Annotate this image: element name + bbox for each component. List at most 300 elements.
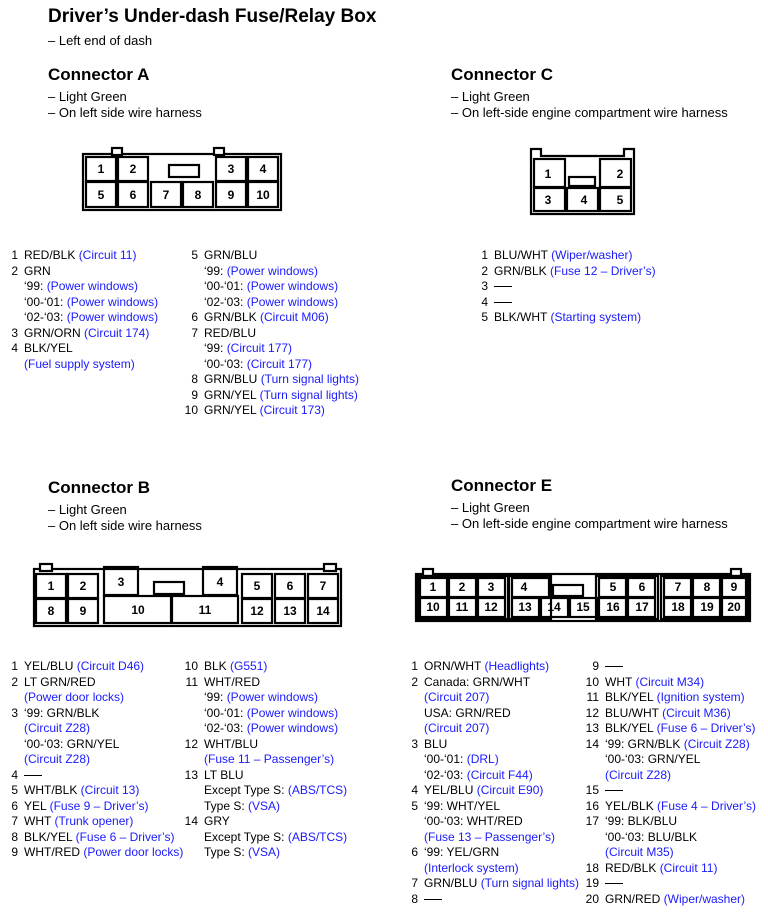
pin-entry (581, 814, 768, 861)
pin-number: 9 (191, 387, 198, 402)
pin-description-line (24, 659, 180, 675)
connector-a-pin-label: 1 (97, 162, 105, 176)
connector-b-pin-label: 13 (283, 604, 297, 618)
wire-color-text: GRN/ORN (24, 325, 84, 340)
circuit-reference-link[interactable]: (Turn signal lights) (260, 372, 359, 386)
connector-e-pin-label: 12 (484, 600, 498, 614)
connector-b-pin-label: 2 (79, 579, 87, 593)
connector-a-title: Connector A (48, 65, 150, 84)
pin-description (180, 372, 380, 388)
circuit-reference-link[interactable]: (VSA) (248, 798, 281, 813)
circuit-reference-link[interactable]: (Fuse 6 – Driver’s) (656, 721, 756, 735)
circuit-reference-link[interactable]: (Headlights) (484, 659, 550, 673)
connector-b-location-note: – On left side wire harness (48, 518, 202, 533)
connector-c-pin-label: 1 (544, 167, 552, 181)
pin-description-line (24, 830, 180, 846)
pin-number: 10 (184, 403, 198, 417)
circuit-reference-link[interactable]: (Wiper/washer) (551, 248, 633, 262)
wire-color-text: ‘00-‘01: (424, 752, 467, 766)
circuit-reference-link[interactable]: (ABS/TCS) (287, 783, 348, 797)
pin-number: 1 (411, 659, 418, 673)
connector-c-pin-list (470, 248, 750, 326)
pin-description (0, 659, 180, 675)
pin-number: 5 (411, 798, 418, 813)
connector-b-diagram (30, 560, 346, 630)
circuit-reference-link[interactable]: (Fuse 12 – Driver’s) (550, 263, 656, 278)
connector-e-pin-label: 19 (700, 600, 714, 614)
pin-number: 15 (585, 783, 599, 797)
pin-description (400, 783, 580, 799)
pin-entry (0, 248, 180, 264)
pin-entry (0, 659, 180, 675)
pin-number: 9 (592, 659, 599, 673)
wire-color-text: LT BLU (204, 767, 244, 782)
connector-a-pin-label: 8 (194, 188, 202, 202)
wire-color-text: WHT/RED (24, 845, 84, 859)
connector-a-pin-list-left (0, 248, 180, 372)
pin-number: 2 (11, 674, 18, 689)
pin-description-line (204, 830, 380, 846)
circuit-reference-link[interactable]: (Power windows) (46, 279, 139, 293)
pin-entry (581, 690, 768, 706)
pin-description-line (494, 310, 750, 326)
circuit-reference-link[interactable]: (Fuse 4 – Driver’s) (657, 798, 756, 813)
pin-description-line (605, 721, 768, 737)
pin-entry (180, 388, 380, 404)
pin-number: 12 (585, 705, 599, 720)
pin-description (180, 310, 380, 326)
pin-description-line (424, 721, 580, 737)
connector-e-pin-label: 3 (487, 580, 495, 594)
pin-number: 19 (585, 876, 599, 890)
pin-description-line (424, 675, 580, 691)
connector-e-pin-label: 7 (674, 580, 682, 594)
pin-description-line (424, 799, 580, 815)
wire-color-text: BLK (204, 659, 231, 673)
wire-color-text: WHT/BLK (24, 783, 81, 797)
circuit-reference-link[interactable]: (Turn signal lights) (259, 387, 358, 402)
connector-e-pin-label: 16 (606, 600, 620, 614)
pin-description-line (605, 690, 768, 706)
connector-e-diagram (413, 566, 755, 624)
wire-color-text: RED/BLK (605, 860, 660, 875)
pin-entry (0, 783, 180, 799)
unused-pin-dash (605, 790, 623, 791)
pin-description-line (204, 799, 380, 815)
pin-description-line (24, 845, 184, 861)
pin-description-line (605, 892, 768, 908)
wire-color-text: ‘00-‘03: GRN/YEL (605, 752, 701, 766)
pin-description-line (494, 264, 750, 280)
circuit-reference-link[interactable]: (Fuse 13 – Passenger’s) (424, 829, 555, 844)
connector-a-pin-label: 10 (256, 188, 270, 202)
pin-description-line (24, 310, 180, 326)
unused-pin-dash (24, 775, 42, 776)
pin-description-line (24, 783, 180, 799)
pin-entry (581, 737, 768, 784)
circuit-reference-link[interactable]: (Fuse 9 – Driver’s) (49, 798, 149, 813)
pin-entry (0, 706, 180, 768)
wire-color-text: YEL/BLK (605, 798, 658, 813)
pin-description-line (424, 659, 580, 675)
wire-color-text: Type S: (204, 798, 249, 813)
pin-entry (180, 326, 380, 373)
connector-c-color-note: – Light Green (451, 89, 530, 104)
wire-color-text: GRN/YEL (204, 403, 260, 417)
pin-description-line (204, 814, 380, 830)
pin-entry (0, 675, 180, 706)
pin-entry (400, 659, 580, 675)
pin-number: 14 (184, 814, 198, 828)
connector-c-key (569, 177, 595, 186)
pin-entry (400, 783, 580, 799)
wire-color-text: BLK/WHT (494, 310, 551, 324)
connector-b-color-note: – Light Green (48, 502, 127, 517)
connector-c-pin-label: 5 (616, 193, 624, 207)
connector-c-location-note: – On left-side engine compartment wire harness (451, 105, 728, 120)
wire-color-text: GRN (24, 263, 51, 278)
pin-number: 2 (411, 674, 418, 689)
circuit-reference-link[interactable]: (ABS/TCS) (287, 829, 348, 844)
connector-a-diagram (76, 144, 290, 216)
pin-entry (0, 845, 184, 861)
circuit-reference-link[interactable]: (Circuit 11) (78, 248, 137, 262)
pin-entry (400, 737, 580, 784)
wire-color-text: Type S: (204, 845, 249, 859)
pin-number: 7 (11, 814, 18, 828)
connector-e-pin-label: 8 (703, 580, 711, 594)
pin-description-line (424, 737, 580, 753)
pin-description (581, 799, 768, 815)
pin-description-line (605, 861, 768, 877)
pin-entry (581, 783, 768, 799)
unused-pin-dash (424, 899, 442, 900)
pin-number: 1 (11, 659, 18, 673)
pin-description (581, 814, 768, 861)
circuit-reference-link[interactable]: (Power windows) (246, 294, 339, 309)
circuit-reference-link[interactable]: (Circuit 173) (259, 403, 325, 417)
connector-c-pin-label: 2 (616, 167, 624, 181)
connector-a-latch-right (214, 148, 224, 155)
circuit-reference-link[interactable]: (Circuit D46) (76, 659, 145, 673)
pin-description (0, 799, 180, 815)
circuit-reference-link[interactable]: (Interlock system) (424, 860, 519, 875)
wire-color-text: BLK/YEL (24, 341, 73, 355)
pin-entry (470, 279, 750, 295)
pin-description (470, 295, 750, 311)
wire-color-text: BLK/YEL (605, 721, 657, 735)
pin-description-line (24, 799, 180, 815)
circuit-reference-link[interactable]: (Circuit 11) (659, 860, 718, 875)
connector-e-pin-label: 18 (671, 600, 685, 614)
connector-b-pin-label: 6 (286, 579, 294, 593)
pin-entry (581, 721, 768, 737)
circuit-reference-link[interactable]: (Ignition system) (656, 690, 745, 704)
pin-description-line (24, 264, 180, 280)
circuit-reference-link[interactable]: (VSA) (248, 845, 281, 859)
wire-color-text: WHT (24, 814, 55, 828)
pin-description (470, 264, 750, 280)
connector-b-title: Connector B (48, 478, 150, 497)
pin-description-line (204, 690, 380, 706)
page-title: Driver’s Under-dash Fuse/Relay Box (48, 6, 377, 27)
pin-entry (180, 768, 380, 815)
pin-description-line (204, 279, 380, 295)
circuit-reference-link[interactable]: (Circuit Z28) (683, 736, 750, 751)
circuit-reference-link[interactable]: (Trunk opener) (54, 814, 134, 828)
connector-c-pin-cell-5 (600, 188, 631, 211)
pin-description (400, 876, 580, 892)
connector-b-latch (324, 564, 336, 571)
wire-color-text: ‘00-‘03: WHT/RED (424, 814, 523, 828)
wire-color-text: Except Type S: (204, 783, 288, 797)
pin-entry (400, 799, 580, 846)
wire-color-text: BLU (424, 736, 448, 751)
pin-number: 5 (191, 248, 198, 262)
pin-description-line (24, 721, 180, 737)
connector-e-pin-label: 10 (426, 600, 440, 614)
wire-color-text: BLK/YEL (605, 690, 657, 704)
pin-number: 6 (191, 310, 198, 324)
pin-description (180, 814, 380, 861)
pin-number: 4 (411, 783, 418, 797)
pin-entry (581, 659, 768, 675)
pin-number: 14 (585, 736, 599, 751)
connector-a-location-note: – On left side wire harness (48, 105, 202, 120)
wire-color-text: YEL/BLU (424, 783, 477, 797)
pin-description-line (605, 814, 768, 830)
pin-number: 8 (11, 829, 18, 844)
circuit-reference-link[interactable]: (Circuit 177) (226, 341, 293, 355)
circuit-reference-link[interactable]: (Circuit 13) (80, 783, 140, 797)
pin-description (0, 264, 180, 326)
pin-entry (470, 295, 750, 311)
pin-number: 3 (481, 279, 488, 293)
circuit-reference-link[interactable]: (Fuse 11 – Passenger’s) (204, 752, 335, 766)
pin-description-line (24, 248, 180, 264)
pin-description (400, 659, 580, 675)
circuit-reference-link[interactable]: (G551) (230, 659, 268, 673)
pin-description-line (204, 659, 380, 675)
connector-e-pin-label: 1 (429, 580, 437, 594)
circuit-reference-link[interactable]: (Circuit 177) (246, 356, 313, 371)
connector-b-key (154, 582, 184, 594)
circuit-reference-link[interactable]: (Starting system) (550, 310, 642, 324)
circuit-reference-link[interactable]: (Circuit M35) (605, 845, 674, 859)
circuit-reference-link[interactable]: (Power windows) (66, 294, 159, 309)
connector-e-color-note: – Light Green (451, 500, 530, 515)
pin-description (0, 830, 180, 846)
wire-color-text: GRY (204, 814, 230, 828)
circuit-reference-link[interactable]: (Power door locks) (83, 845, 184, 859)
pin-description-line (424, 768, 580, 784)
connector-a-key (169, 165, 199, 177)
pin-description (400, 799, 580, 846)
pin-description-line (204, 737, 380, 753)
circuit-reference-link[interactable]: (Wiper/washer) (663, 891, 746, 906)
pin-entry (400, 845, 580, 876)
circuit-reference-link[interactable]: (Circuit M36) (662, 705, 731, 720)
unused-pin-dash (605, 666, 623, 667)
pin-description-line (494, 248, 750, 264)
circuit-reference-link[interactable]: (Circuit M06) (260, 310, 329, 324)
wire-color-text: LT GRN/RED (24, 674, 96, 689)
pin-entry (0, 799, 180, 815)
pin-description (180, 659, 380, 675)
pin-description-line (204, 248, 380, 264)
connector-a-pin-label: 3 (227, 162, 235, 176)
wire-color-text: ORN/WHT (424, 659, 485, 673)
wire-color-text: RED/BLK (24, 248, 79, 262)
pin-description (581, 892, 768, 908)
pin-number: 7 (411, 876, 418, 890)
connector-b-pin-label: 7 (319, 579, 327, 593)
connector-b-pin-label: 4 (216, 575, 224, 589)
pin-entry (180, 310, 380, 326)
circuit-reference-link[interactable]: (Fuel supply system) (24, 356, 135, 371)
wire-color-text: WHT/RED (204, 674, 260, 689)
pin-description (180, 388, 380, 404)
pin-entry (180, 814, 380, 861)
connector-e-pin-cell-4 (512, 578, 549, 597)
wire-color-text: ‘99: BLK/BLU (605, 814, 678, 828)
circuit-reference-link[interactable]: (Fuse 6 – Driver’s) (75, 829, 175, 844)
pin-description-line (204, 341, 380, 357)
pin-number: 5 (481, 310, 488, 324)
pin-number: 18 (585, 860, 599, 875)
wire-color-text: WHT/BLU (204, 736, 258, 751)
pin-entry (180, 372, 380, 388)
unused-pin-dash (605, 883, 623, 884)
connector-b-pin-label: 9 (79, 604, 87, 618)
pin-entry (400, 876, 580, 892)
pin-number: 11 (185, 674, 198, 689)
unused-pin-dash (494, 302, 512, 303)
circuit-reference-link[interactable]: (Power windows) (226, 690, 319, 704)
wire-color-text: Except Type S: (204, 829, 288, 844)
circuit-reference-link[interactable]: (Circuit M34) (635, 674, 705, 689)
circuit-reference-link[interactable]: (Circuit 174) (84, 325, 150, 340)
pin-number: 17 (585, 814, 599, 828)
circuit-reference-link[interactable]: (DRL) (466, 752, 499, 766)
pin-description (0, 675, 180, 706)
wire-color-text: GRN/BLU (204, 372, 261, 386)
connector-b-pin-label: 10 (131, 603, 145, 617)
circuit-reference-link[interactable]: (Circuit E90) (476, 783, 544, 797)
pin-description (180, 768, 380, 815)
circuit-reference-link[interactable]: (Circuit 207) (424, 721, 490, 735)
connector-b-pin-label: 14 (316, 604, 330, 618)
circuit-reference-link[interactable]: (Power windows) (66, 310, 159, 324)
connector-a-pin-label: 6 (129, 188, 137, 202)
wire-color-text: ‘02-‘03: (424, 767, 467, 782)
pin-number: 11 (586, 690, 599, 704)
pin-description (0, 768, 180, 784)
circuit-reference-link[interactable]: (Power windows) (246, 721, 339, 735)
page-subtitle: – Left end of dash (48, 33, 153, 48)
pin-description (0, 248, 180, 264)
wire-color-text: ‘99: (24, 279, 47, 293)
pin-number: 4 (481, 294, 488, 309)
pin-description-line (605, 799, 768, 815)
pin-description-line (24, 675, 180, 691)
circuit-reference-link[interactable]: (Circuit F44) (466, 767, 533, 782)
pin-description-line (204, 326, 380, 342)
wire-color-text: GRN/RED (605, 891, 664, 906)
circuit-reference-link[interactable]: (Power windows) (226, 263, 319, 278)
circuit-reference-link[interactable]: (Power windows) (246, 279, 339, 293)
pin-description-line (204, 752, 380, 768)
pin-entry (400, 675, 580, 737)
pin-description-line (204, 845, 380, 861)
wire-color-text: ‘99: YEL/GRN (424, 845, 500, 859)
connector-e-pin-label: 17 (635, 600, 649, 614)
pin-description-line (204, 403, 380, 419)
pin-number: 8 (411, 891, 418, 906)
pin-entry (581, 675, 768, 691)
connector-e-pin-label: 9 (730, 580, 738, 594)
wire-color-text: ‘02-‘03: (204, 294, 247, 309)
pin-number: 13 (585, 721, 599, 735)
connector-e-pin-label: 5 (609, 580, 617, 594)
pin-description-line (24, 752, 180, 768)
wire-color-text: ‘99: (204, 341, 227, 355)
circuit-reference-link[interactable]: (Power windows) (246, 705, 339, 720)
connector-c-title: Connector C (451, 65, 553, 84)
pin-description (180, 326, 380, 373)
wire-color-text: GRN/BLK (494, 263, 551, 278)
circuit-reference-link[interactable]: (Power door locks) (24, 690, 125, 704)
pin-description (470, 310, 750, 326)
connector-e-pin-label: 15 (576, 600, 590, 614)
circuit-reference-link[interactable]: (Circuit 207) (424, 690, 490, 704)
pin-description (581, 861, 768, 877)
pin-number: 1 (481, 248, 488, 262)
pin-description (581, 675, 768, 691)
pin-description-line (24, 706, 180, 722)
wire-color-text: BLU/WHT (494, 248, 552, 262)
wire-color-text: GRN/BLU (204, 248, 258, 262)
pin-description-line (24, 814, 180, 830)
pin-number: 12 (184, 736, 198, 751)
connector-a-color-note: – Light Green (48, 89, 127, 104)
connector-a-pin-label: 7 (162, 188, 170, 202)
pin-entry (581, 861, 768, 877)
unused-pin-dash (494, 286, 512, 287)
pin-description-line (605, 768, 768, 784)
pin-description-line (605, 675, 768, 691)
pin-description-line (204, 675, 380, 691)
pin-number: 8 (191, 372, 198, 386)
pin-description (581, 706, 768, 722)
circuit-reference-link[interactable]: (Turn signal lights) (480, 876, 579, 890)
pin-description-line (204, 783, 380, 799)
wire-color-text: ‘99: GRN/BLK (24, 705, 100, 720)
circuit-reference-link[interactable]: (Circuit Z28) (24, 721, 91, 735)
pin-description (0, 706, 180, 768)
pin-entry (581, 892, 768, 908)
pin-description-line (204, 357, 380, 373)
connector-e-location-note: – On left-side engine compartment wire harness (451, 516, 728, 531)
pin-description-line (605, 737, 768, 753)
wire-color-text: WHT (605, 674, 636, 689)
pin-description-line (424, 814, 580, 830)
circuit-reference-link[interactable]: (Circuit Z28) (605, 767, 672, 782)
pin-description-line (204, 768, 380, 784)
circuit-reference-link[interactable]: (Circuit Z28) (24, 752, 91, 766)
pin-number: 6 (411, 845, 418, 859)
pin-description-line (204, 706, 380, 722)
